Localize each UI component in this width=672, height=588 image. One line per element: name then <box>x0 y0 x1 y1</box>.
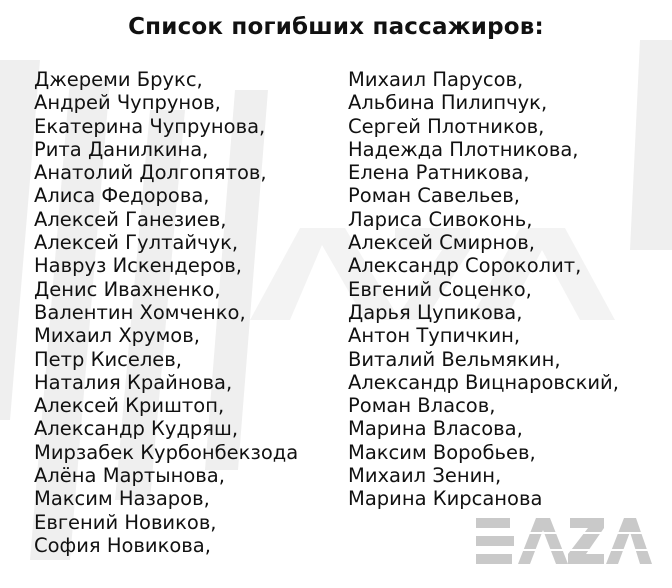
victims-list-right <box>348 68 619 511</box>
victim-name: Александр Вицнаровский, <box>348 370 619 394</box>
victim-name: Антон Тупичкин, <box>348 324 521 348</box>
victim-name: Алексей Гултайчук, <box>34 231 239 255</box>
victim-name: Лариса Сивоконь, <box>348 207 533 231</box>
victim-name: Виталий Вельмякин, <box>348 347 561 371</box>
victim-name: Марина Власова, <box>348 417 523 441</box>
victim-name: Алиса Федорова, <box>34 184 210 208</box>
victim-name: Максим Назаров, <box>34 487 210 511</box>
victim-name: Петр Киселев, <box>34 347 182 371</box>
victim-name: Роман Савельев, <box>348 184 520 208</box>
victim-name: Сергей Плотников, <box>348 114 545 138</box>
page-title: Список погибших пассажиров: <box>128 14 544 40</box>
victim-name: Евгений Соценко, <box>348 277 532 301</box>
victim-name: Альбина Пилипчук, <box>348 91 548 115</box>
victim-name: Михаил Зенин, <box>348 464 502 488</box>
victim-name: Александр Кудряш, <box>34 417 239 441</box>
victim-name: Роман Власов, <box>348 394 496 418</box>
victim-name: Михаил Хрумов, <box>34 324 200 348</box>
victim-name: Навруз Искендеров, <box>34 254 242 278</box>
victim-name: Рита Данилкина, <box>34 137 209 161</box>
victim-name: Анатолий Долгопятов, <box>34 161 267 185</box>
victim-name: Андрей Чупрунов, <box>34 91 221 115</box>
victim-name: Дарья Цупикова, <box>348 300 523 324</box>
victim-name: Максим Воробьев, <box>348 440 536 464</box>
victim-name: Алексей Смирнов, <box>348 231 535 255</box>
victim-name: Алексей Криштоп, <box>34 394 225 418</box>
victim-name: Екатерина Чупрунова, <box>34 114 266 138</box>
victim-name: Евгений Новиков, <box>34 510 217 534</box>
victim-name: Алексей Ганезиев, <box>34 207 227 231</box>
victim-name: Надежда Плотникова, <box>348 137 579 161</box>
victim-name: София Новикова, <box>34 533 211 557</box>
victim-name: Мирзабек Курбонбекзода <box>34 440 299 464</box>
victim-name: Михаил Парусов, <box>348 68 524 91</box>
victim-name: Марина Кирсанова <box>348 487 543 511</box>
victim-name: Денис Ивахненко, <box>34 277 221 301</box>
victim-name: Алёна Мартынова, <box>34 464 225 488</box>
victim-name: Елена Ратникова, <box>348 161 530 185</box>
victim-name: Джереми Брукс, <box>34 68 203 91</box>
victim-name: Валентин Хомченко, <box>34 300 246 324</box>
baza-logo <box>470 514 652 570</box>
victim-name: Александр Сороколит, <box>348 254 582 278</box>
victims-list-left <box>34 68 298 557</box>
victim-name: Наталия Крайнова, <box>34 370 233 394</box>
